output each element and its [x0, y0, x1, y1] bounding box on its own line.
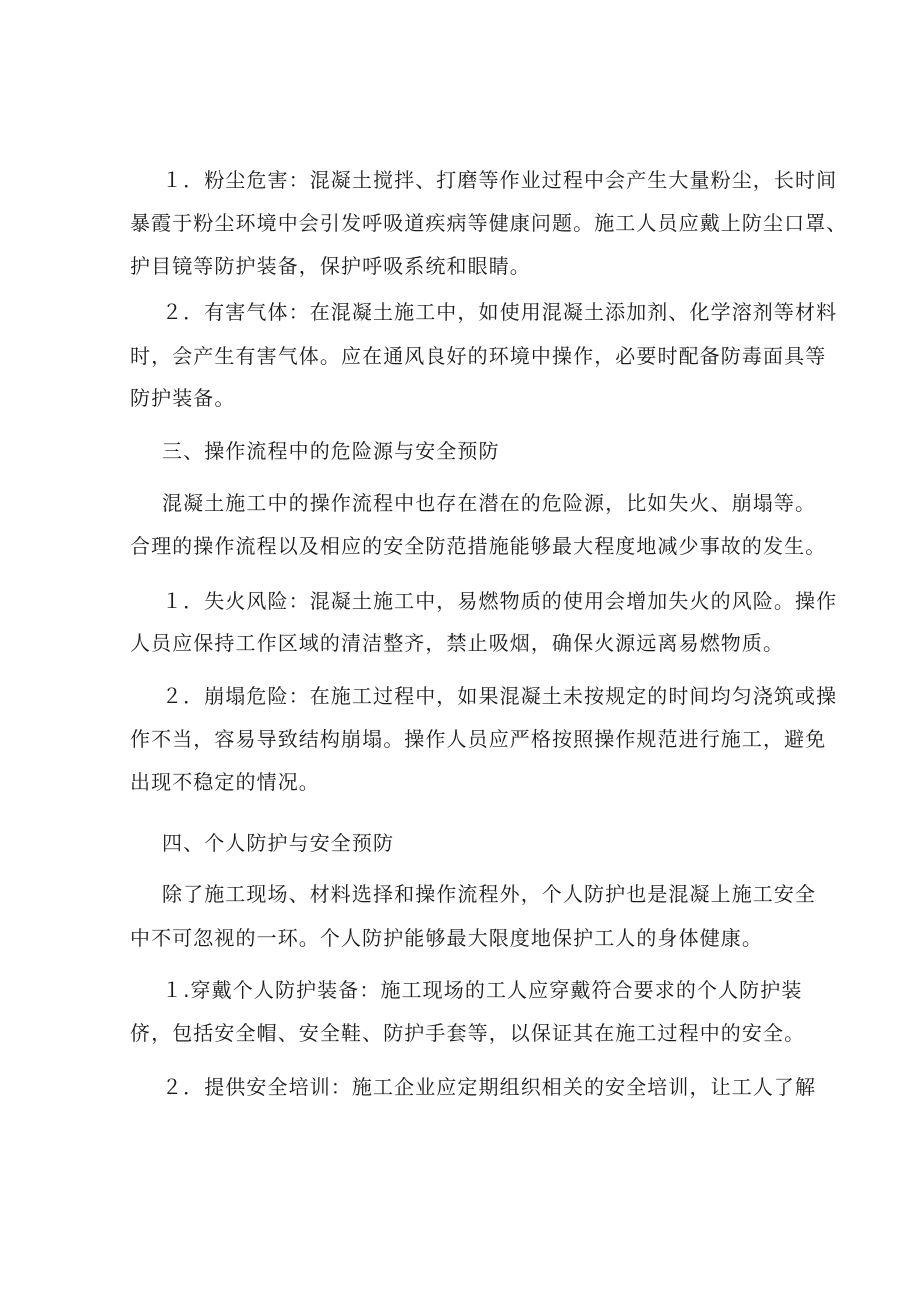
paragraph-2-line-2: 时，会产生有害气体。应在通风良好的环境中操作，必要时配备防毒面具等	[130, 344, 827, 368]
paragraph-6-line-2: 中不可忽视的一环。个人防护能够最大限度地保护工人的身体健康。	[130, 926, 763, 950]
paragraph-5-line-2: 作不当，容易导致结构崩塌。操作人员应严格按照操作规范进行施工，避免	[130, 727, 827, 751]
paragraph-5-line-3: 出现不稳定的情况。	[130, 770, 320, 794]
paragraph-5-line-1: ２．崩塌危险：在施工过程中，如果混凝土未按规定的时间均匀浇筑或操	[162, 684, 838, 708]
section-4-heading: 四、个人防护与安全预防	[162, 831, 395, 855]
paragraph-1-line-3: 护目镜等防护装备，保护呼吸系统和眼睛。	[130, 254, 531, 278]
paragraph-3-line-2: 合理的操作流程以及相应的安全防范措施能够最大程度地减少事故的发生。	[130, 534, 827, 558]
paragraph-4-line-2: 人员应保持工作区域的清洁整齐，禁止吸烟，确保火源远离易燃物质。	[130, 631, 785, 655]
paragraph-1-line-1: １．粉尘危害：混凝土搅拌、打磨等作业过程中会产生大量粉尘，长时间	[162, 168, 838, 192]
paragraph-2-line-3: 防护装备。	[130, 386, 236, 410]
paragraph-6-line-1: 除了施工现场、材料选择和操作流程外，个人防护也是混凝上施工安全	[162, 882, 817, 906]
paragraph-4-line-1: １．失火风险：混凝土施工中，易燃物质的使用会增加失火的风险。操作	[162, 589, 838, 613]
paragraph-7-line-2: 侪，包括安全帽、安全鞋、防护手套等，以保证其在施工过程中的安全。	[130, 1021, 806, 1045]
paragraph-8-line-1: ２．提供安全培训：施工企业应定期组织相关的安全培训，让工人了解	[162, 1075, 817, 1099]
paragraph-7-line-1: １.穿戴个人防护装备：施工现场的工人应穿戴符合要求的个人防护装	[162, 978, 803, 1002]
paragraph-2-line-1: ２．有害气体：在混凝土施工中，如使用混凝土添加剂、化学溶剂等材料	[162, 300, 838, 324]
paragraph-3-line-1: 混凝土施工中的操作流程中也存在潜在的危险源，比如失火、崩塌等。	[162, 491, 817, 515]
paragraph-1-line-2: 暴霞于粉尘环境中会引发呼吸道疾病等健康问题。施工人员应戴上防尘口罩、	[130, 211, 848, 235]
section-3-heading: 三、操作流程中的危险源与安全预防	[162, 439, 500, 463]
